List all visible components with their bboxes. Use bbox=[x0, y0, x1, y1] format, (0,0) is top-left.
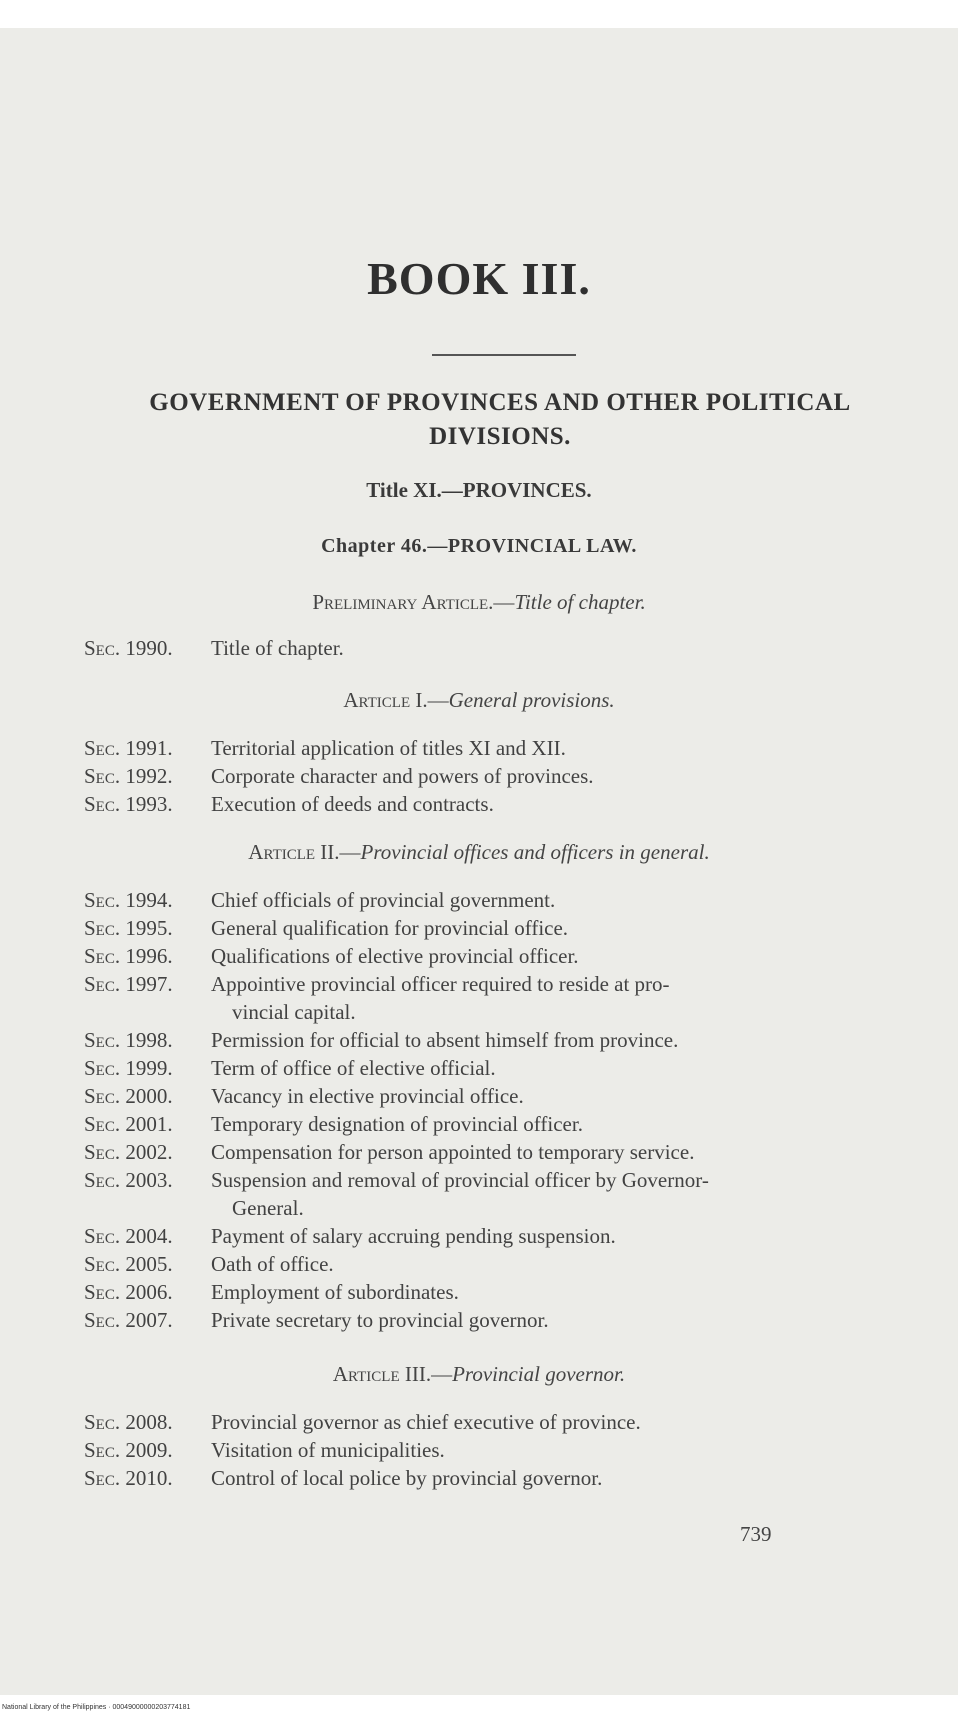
section-title: Chief officials of provincial government. bbox=[211, 888, 556, 912]
chapter-heading: Chapter 46.—PROVINCIAL LAW. bbox=[321, 535, 637, 557]
section-number: Sec. 1992. bbox=[84, 764, 173, 788]
section-title: Control of local police by provincial governor. bbox=[211, 1466, 603, 1490]
section-number: Sec. 1993. bbox=[84, 792, 173, 816]
preliminary-article-heading bbox=[0, 590, 958, 615]
section-title: Suspension and removal of provincial officer by Governor- bbox=[211, 1168, 709, 1192]
section-number: Sec. 1995. bbox=[84, 916, 173, 940]
section-line bbox=[84, 734, 904, 762]
section-title: Execution of deeds and contracts. bbox=[211, 792, 494, 816]
section-number: Sec. 1999. bbox=[84, 1056, 173, 1080]
section-number: Sec. 2002. bbox=[84, 1140, 173, 1164]
section-title: Provincial governor as chief executive of province. bbox=[211, 1410, 641, 1434]
section-line bbox=[84, 1408, 904, 1436]
section-number: Sec. 1997. bbox=[84, 972, 173, 996]
section-number: Sec. 2000. bbox=[84, 1084, 173, 1108]
section-title: General. bbox=[232, 1196, 304, 1220]
section-line bbox=[84, 1138, 904, 1166]
section-line bbox=[84, 1026, 904, 1054]
section-line bbox=[84, 1222, 904, 1250]
section-line bbox=[84, 942, 904, 970]
section-line bbox=[84, 970, 904, 998]
article-name: Title of chapter. bbox=[514, 590, 646, 614]
section-number: Sec. 1990. bbox=[84, 636, 173, 660]
article-lead: Article I.— bbox=[343, 688, 449, 712]
section-title: Appointive provincial officer required to reside at pro- bbox=[211, 972, 670, 996]
article-lead: Preliminary Article.— bbox=[312, 590, 515, 614]
section-line bbox=[84, 762, 904, 790]
section-line bbox=[84, 634, 904, 662]
section-number: Sec. 2010. bbox=[84, 1466, 173, 1490]
section-title: Compensation for person appointed to temporary service. bbox=[211, 1140, 695, 1164]
article-1-heading bbox=[0, 688, 958, 713]
article-name: General provisions. bbox=[448, 688, 615, 712]
title-heading: Title XI.—PROVINCES. bbox=[366, 478, 592, 502]
section-number: Sec. 2008. bbox=[84, 1410, 173, 1434]
section-line bbox=[84, 914, 904, 942]
section-title: vincial capital. bbox=[232, 1000, 356, 1024]
section-line bbox=[84, 790, 904, 818]
section-title: Qualifications of elective provincial officer. bbox=[211, 944, 579, 968]
section-number: Sec. 2006. bbox=[84, 1280, 173, 1304]
section-number: Sec. 2005. bbox=[84, 1252, 173, 1276]
section-line bbox=[84, 1278, 904, 1306]
section-title: Vacancy in elective provincial office. bbox=[211, 1084, 524, 1108]
article-lead: Article II.— bbox=[248, 840, 361, 864]
title-rule bbox=[432, 354, 576, 356]
section-title: Permission for official to absent himself from province. bbox=[211, 1028, 679, 1052]
section-title: Private secretary to provincial governor. bbox=[211, 1308, 549, 1332]
section-title: Temporary designation of provincial officer. bbox=[211, 1112, 583, 1136]
article-name: Provincial offices and officers in general. bbox=[360, 840, 710, 864]
article-2-heading bbox=[0, 840, 958, 865]
section-continuation bbox=[232, 998, 958, 1026]
section-title: Title of chapter. bbox=[211, 636, 344, 660]
page-number: 739 bbox=[740, 1522, 772, 1546]
government-heading-line1: GOVERNMENT OF PROVINCES AND OTHER POLITICAL bbox=[149, 389, 851, 416]
section-title: Employment of subordinates. bbox=[211, 1280, 459, 1304]
article-name: Provincial governor. bbox=[452, 1362, 626, 1386]
section-number: Sec. 1994. bbox=[84, 888, 173, 912]
book-title: BOOK III. bbox=[367, 253, 591, 304]
section-line bbox=[84, 886, 904, 914]
section-title: Territorial application of titles XI and XII. bbox=[211, 736, 566, 760]
section-title: Payment of salary accruing pending suspension. bbox=[211, 1224, 616, 1248]
government-heading-line2: DIVISIONS. bbox=[429, 423, 571, 450]
government-heading bbox=[120, 386, 880, 454]
section-title: Corporate character and powers of provinces. bbox=[211, 764, 594, 788]
section-line bbox=[84, 1250, 904, 1278]
section-title: Oath of office. bbox=[211, 1252, 334, 1276]
article-3-heading bbox=[0, 1362, 958, 1387]
section-number: Sec. 1996. bbox=[84, 944, 173, 968]
article-lead: Article III.— bbox=[332, 1362, 453, 1386]
section-line bbox=[84, 1436, 904, 1464]
section-number: Sec. 2003. bbox=[84, 1168, 173, 1192]
section-line bbox=[84, 1464, 904, 1492]
section-number: Sec. 2001. bbox=[84, 1112, 173, 1136]
section-line bbox=[84, 1166, 904, 1194]
section-number: Sec. 1991. bbox=[84, 736, 173, 760]
section-number: Sec. 2009. bbox=[84, 1438, 173, 1462]
section-title: General qualification for provincial office. bbox=[211, 916, 569, 940]
section-line bbox=[84, 1054, 904, 1082]
section-title: Term of office of elective official. bbox=[211, 1056, 496, 1080]
section-title: Visitation of municipalities. bbox=[211, 1438, 445, 1462]
section-number: Sec. 2004. bbox=[84, 1224, 173, 1248]
section-line bbox=[84, 1082, 904, 1110]
section-number: Sec. 1998. bbox=[84, 1028, 173, 1052]
section-number: Sec. 2007. bbox=[84, 1308, 173, 1332]
footer-credit: National Library of the Philippines · 00049000000203774181 bbox=[2, 1704, 191, 1711]
section-line bbox=[84, 1306, 904, 1334]
section-continuation bbox=[232, 1194, 958, 1222]
section-line bbox=[84, 1110, 904, 1138]
